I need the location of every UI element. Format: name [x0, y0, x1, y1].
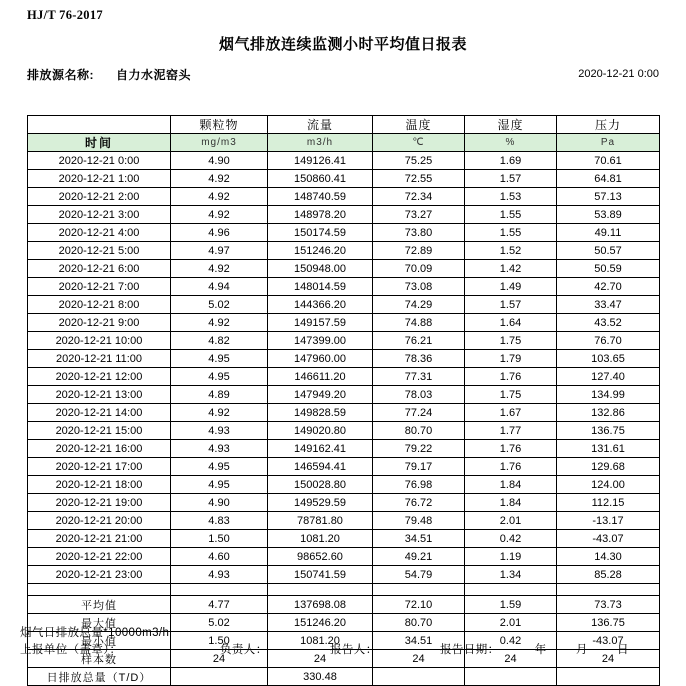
summary-humidity: 0.42	[465, 632, 557, 650]
table-unit-row	[28, 134, 660, 152]
cell-temperature: 79.22	[373, 440, 465, 458]
cell-particulate: 4.94	[171, 278, 268, 296]
cell-humidity: 1.53	[465, 188, 557, 206]
header-col-humidity: 湿度	[465, 116, 557, 134]
cell-temperature: 75.25	[373, 152, 465, 170]
spacer-cell	[171, 584, 268, 596]
cell-humidity: 1.34	[465, 566, 557, 584]
cell-time: 2020-12-21 16:00	[28, 440, 171, 458]
header-col-temperature: 温度	[373, 116, 465, 134]
cell-particulate: 4.92	[171, 314, 268, 332]
header-col-flow: 流量	[268, 116, 373, 134]
spacer-cell	[373, 584, 465, 596]
table-row	[28, 170, 660, 188]
cell-temperature: 80.70	[373, 422, 465, 440]
cell-pressure: 70.61	[557, 152, 660, 170]
summary-temperature: 34.51	[373, 632, 465, 650]
cell-flow: 98652.60	[268, 548, 373, 566]
cell-temperature: 77.24	[373, 404, 465, 422]
table-header-row	[28, 116, 660, 134]
cell-time: 2020-12-21 19:00	[28, 494, 171, 512]
footer-report-unit: 上报单位（盖章）：	[20, 644, 122, 656]
cell-temperature: 79.17	[373, 458, 465, 476]
summary-humidity: 1.59	[465, 596, 557, 614]
cell-temperature: 74.88	[373, 314, 465, 332]
cell-pressure: 50.57	[557, 242, 660, 260]
summary-label: 最大值	[28, 614, 171, 632]
cell-pressure: 132.86	[557, 404, 660, 422]
cell-particulate: 4.92	[171, 404, 268, 422]
header-blank-cell	[28, 116, 171, 134]
cell-particulate: 4.92	[171, 206, 268, 224]
cell-particulate: 4.89	[171, 386, 268, 404]
cell-pressure: 33.47	[557, 296, 660, 314]
cell-time: 2020-12-21 12:00	[28, 368, 171, 386]
cell-humidity: 2.01	[465, 512, 557, 530]
cell-temperature: 72.55	[373, 170, 465, 188]
cell-pressure: 124.00	[557, 476, 660, 494]
cell-flow: 149020.80	[268, 422, 373, 440]
cell-humidity: 1.76	[465, 368, 557, 386]
cell-pressure: 57.13	[557, 188, 660, 206]
cell-temperature: 76.98	[373, 476, 465, 494]
header-col-particulate: 颗粒物	[171, 116, 268, 134]
cell-flow: 148740.59	[268, 188, 373, 206]
summary-pressure: 24	[557, 650, 660, 668]
cell-particulate: 4.97	[171, 242, 268, 260]
cell-flow: 1081.20	[268, 530, 373, 548]
summary-label: 样本数	[28, 650, 171, 668]
unit-col-pressure: Pa	[557, 134, 660, 152]
cell-particulate: 4.95	[171, 458, 268, 476]
cell-time: 2020-12-21 6:00	[28, 260, 171, 278]
cell-humidity: 1.55	[465, 206, 557, 224]
cell-temperature: 76.72	[373, 494, 465, 512]
table-row	[28, 440, 660, 458]
cell-pressure: 76.70	[557, 332, 660, 350]
summary-temperature: 80.70	[373, 614, 465, 632]
table-row	[28, 386, 660, 404]
cell-flow: 150948.00	[268, 260, 373, 278]
table-row	[28, 512, 660, 530]
spacer-cell	[465, 584, 557, 596]
cell-humidity: 1.77	[465, 422, 557, 440]
summary-particulate: 4.77	[171, 596, 268, 614]
cell-pressure: -43.07	[557, 530, 660, 548]
table-row	[28, 422, 660, 440]
unit-col-flow: m3/h	[268, 134, 373, 152]
emission-source-row	[27, 66, 191, 83]
cell-flow: 149126.41	[268, 152, 373, 170]
cell-flow: 149162.41	[268, 440, 373, 458]
cell-flow: 147399.00	[268, 332, 373, 350]
cell-time: 2020-12-21 0:00	[28, 152, 171, 170]
table-row	[28, 242, 660, 260]
table-row	[28, 188, 660, 206]
table-row	[28, 494, 660, 512]
summary-humidity: 24	[465, 650, 557, 668]
summary-row-average	[28, 596, 660, 614]
summary-flow: 1081.20	[268, 632, 373, 650]
unit-col-humidity: %	[465, 134, 557, 152]
cell-humidity: 1.75	[465, 332, 557, 350]
header-col-pressure: 压力	[557, 116, 660, 134]
cell-time: 2020-12-21 13:00	[28, 386, 171, 404]
footer-signature-row	[20, 641, 666, 657]
cell-flow: 150174.59	[268, 224, 373, 242]
cell-flow: 149529.59	[268, 494, 373, 512]
cell-particulate: 4.95	[171, 368, 268, 386]
cell-pressure: 64.81	[557, 170, 660, 188]
summary-pressure: 136.75	[557, 614, 660, 632]
summary-particulate: 1.50	[171, 632, 268, 650]
summary-humidity: 2.01	[465, 614, 557, 632]
summary-pressure: -43.07	[557, 632, 660, 650]
cell-time: 2020-12-21 18:00	[28, 476, 171, 494]
cell-time: 2020-12-21 14:00	[28, 404, 171, 422]
page-title: 烟气排放连续监测小时平均值日报表	[218, 36, 467, 53]
cell-humidity: 1.52	[465, 242, 557, 260]
table-row	[28, 314, 660, 332]
cell-humidity: 1.84	[465, 494, 557, 512]
cell-time: 2020-12-21 1:00	[28, 170, 171, 188]
footer-report-date	[440, 641, 640, 657]
summary-label: 日排放总量（T/D）	[28, 668, 171, 686]
cell-humidity: 0.42	[465, 530, 557, 548]
cell-time: 2020-12-21 7:00	[28, 278, 171, 296]
cell-humidity: 1.64	[465, 314, 557, 332]
cell-pressure: -13.17	[557, 512, 660, 530]
table-row	[28, 278, 660, 296]
summary-particulate	[171, 668, 268, 686]
summary-label: 平均值	[28, 596, 171, 614]
cell-pressure: 43.52	[557, 314, 660, 332]
table-row	[28, 368, 660, 386]
cell-flow: 147960.00	[268, 350, 373, 368]
cell-flow: 144366.20	[268, 296, 373, 314]
cell-pressure: 131.61	[557, 440, 660, 458]
cell-flow: 151246.20	[268, 242, 373, 260]
cell-humidity: 1.76	[465, 440, 557, 458]
cell-temperature: 72.34	[373, 188, 465, 206]
cell-flow: 147949.20	[268, 386, 373, 404]
cell-temperature: 78.36	[373, 350, 465, 368]
cell-pressure: 42.70	[557, 278, 660, 296]
cell-humidity: 1.49	[465, 278, 557, 296]
cell-temperature: 54.79	[373, 566, 465, 584]
cell-time: 2020-12-21 11:00	[28, 350, 171, 368]
summary-temperature: 72.10	[373, 596, 465, 614]
summary-temperature	[373, 668, 465, 686]
cell-particulate: 5.02	[171, 296, 268, 314]
cell-humidity: 1.79	[465, 350, 557, 368]
cell-flow: 148978.20	[268, 206, 373, 224]
cell-temperature: 73.08	[373, 278, 465, 296]
cell-time: 2020-12-21 5:00	[28, 242, 171, 260]
cell-particulate: 4.90	[171, 152, 268, 170]
table-row	[28, 206, 660, 224]
footer-day: 日	[616, 644, 629, 656]
cell-flow: 150028.80	[268, 476, 373, 494]
cell-temperature: 49.21	[373, 548, 465, 566]
cell-flow: 78781.80	[268, 512, 373, 530]
emission-source-label: 排放源名称:	[27, 68, 94, 82]
cell-particulate: 4.93	[171, 440, 268, 458]
summary-humidity	[465, 668, 557, 686]
cell-time: 2020-12-21 10:00	[28, 332, 171, 350]
cell-time: 2020-12-21 2:00	[28, 188, 171, 206]
cell-humidity: 1.76	[465, 458, 557, 476]
table-spacer-row	[28, 584, 660, 596]
cell-temperature: 74.29	[373, 296, 465, 314]
summary-flow: 330.48	[268, 668, 373, 686]
footer-note-line: 烟气日排放总量*10000m3/h	[20, 627, 170, 639]
cell-particulate: 4.92	[171, 260, 268, 278]
summary-row-daily-total	[28, 668, 660, 686]
footer-year: 年	[534, 644, 547, 656]
cell-particulate: 4.92	[171, 170, 268, 188]
table-row	[28, 566, 660, 584]
cell-pressure: 49.11	[557, 224, 660, 242]
table-row	[28, 296, 660, 314]
cell-pressure: 129.68	[557, 458, 660, 476]
table-row	[28, 530, 660, 548]
summary-flow: 24	[268, 650, 373, 668]
cell-temperature: 73.27	[373, 206, 465, 224]
summary-temperature: 24	[373, 650, 465, 668]
cell-temperature: 79.48	[373, 512, 465, 530]
cell-pressure: 112.15	[557, 494, 660, 512]
table-row	[28, 260, 660, 278]
cell-particulate: 4.95	[171, 350, 268, 368]
emission-source-value: 自力水泥窑头	[116, 68, 192, 82]
spacer-cell	[268, 584, 373, 596]
cell-temperature: 34.51	[373, 530, 465, 548]
cell-flow: 150860.41	[268, 170, 373, 188]
table-row	[28, 224, 660, 242]
cell-temperature: 72.89	[373, 242, 465, 260]
footer-month: 月	[575, 644, 588, 656]
table-row	[28, 404, 660, 422]
cell-particulate: 4.83	[171, 512, 268, 530]
standard-code: HJ/T 76-2017	[27, 8, 103, 22]
cell-pressure: 50.59	[557, 260, 660, 278]
cell-flow: 146611.20	[268, 368, 373, 386]
unit-col-temperature: ℃	[373, 134, 465, 152]
table-row	[28, 458, 660, 476]
cell-time: 2020-12-21 9:00	[28, 314, 171, 332]
cell-humidity: 1.67	[465, 404, 557, 422]
cell-time: 2020-12-21 8:00	[28, 296, 171, 314]
cell-temperature: 73.80	[373, 224, 465, 242]
table-row	[28, 476, 660, 494]
cell-time: 2020-12-21 15:00	[28, 422, 171, 440]
report-datetime: 2020-12-21 0:00	[578, 68, 659, 80]
cell-time: 2020-12-21 17:00	[28, 458, 171, 476]
cell-humidity: 1.42	[465, 260, 557, 278]
cell-humidity: 1.57	[465, 170, 557, 188]
cell-flow: 146594.41	[268, 458, 373, 476]
cell-particulate: 1.50	[171, 530, 268, 548]
summary-particulate: 24	[171, 650, 268, 668]
cell-time: 2020-12-21 20:00	[28, 512, 171, 530]
footer-reporter: 报告人：	[330, 644, 378, 656]
cell-flow: 150741.59	[268, 566, 373, 584]
cell-pressure: 14.30	[557, 548, 660, 566]
cell-particulate: 4.93	[171, 422, 268, 440]
footer-report-date-label: 报告日期：	[440, 644, 500, 656]
cell-time: 2020-12-21 23:00	[28, 566, 171, 584]
cell-particulate: 4.95	[171, 476, 268, 494]
summary-label: 最小值	[28, 632, 171, 650]
table-row	[28, 332, 660, 350]
cell-flow: 149157.59	[268, 314, 373, 332]
cell-pressure: 53.89	[557, 206, 660, 224]
cell-pressure: 136.75	[557, 422, 660, 440]
spacer-cell	[28, 584, 171, 596]
cell-humidity: 1.55	[465, 224, 557, 242]
cell-pressure: 127.40	[557, 368, 660, 386]
cell-particulate: 4.92	[171, 188, 268, 206]
unit-col-time: 时间	[28, 134, 171, 152]
cell-particulate: 4.96	[171, 224, 268, 242]
spacer-cell	[557, 584, 660, 596]
cell-pressure: 85.28	[557, 566, 660, 584]
cell-particulate: 4.82	[171, 332, 268, 350]
cell-pressure: 103.65	[557, 350, 660, 368]
cell-time: 2020-12-21 4:00	[28, 224, 171, 242]
cell-humidity: 1.75	[465, 386, 557, 404]
cell-flow: 148014.59	[268, 278, 373, 296]
cell-temperature: 76.21	[373, 332, 465, 350]
summary-pressure	[557, 668, 660, 686]
cell-time: 2020-12-21 22:00	[28, 548, 171, 566]
summary-flow: 151246.20	[268, 614, 373, 632]
cell-humidity: 1.19	[465, 548, 557, 566]
cell-humidity: 1.57	[465, 296, 557, 314]
cell-pressure: 134.99	[557, 386, 660, 404]
cell-particulate: 4.60	[171, 548, 268, 566]
cell-temperature: 77.31	[373, 368, 465, 386]
summary-particulate: 5.02	[171, 614, 268, 632]
cell-particulate: 4.90	[171, 494, 268, 512]
table-row	[28, 548, 660, 566]
summary-flow: 137698.08	[268, 596, 373, 614]
cell-humidity: 1.84	[465, 476, 557, 494]
hourly-average-table	[27, 115, 660, 686]
footer-responsible: 负责人：	[220, 644, 268, 656]
unit-col-particulate: mg/m3	[171, 134, 268, 152]
table-row	[28, 350, 660, 368]
cell-humidity: 1.69	[465, 152, 557, 170]
table-row	[28, 152, 660, 170]
cell-particulate: 4.93	[171, 566, 268, 584]
cell-time: 2020-12-21 3:00	[28, 206, 171, 224]
summary-pressure: 73.73	[557, 596, 660, 614]
cell-temperature: 70.09	[373, 260, 465, 278]
cell-temperature: 78.03	[373, 386, 465, 404]
cell-flow: 149828.59	[268, 404, 373, 422]
cell-time: 2020-12-21 21:00	[28, 530, 171, 548]
